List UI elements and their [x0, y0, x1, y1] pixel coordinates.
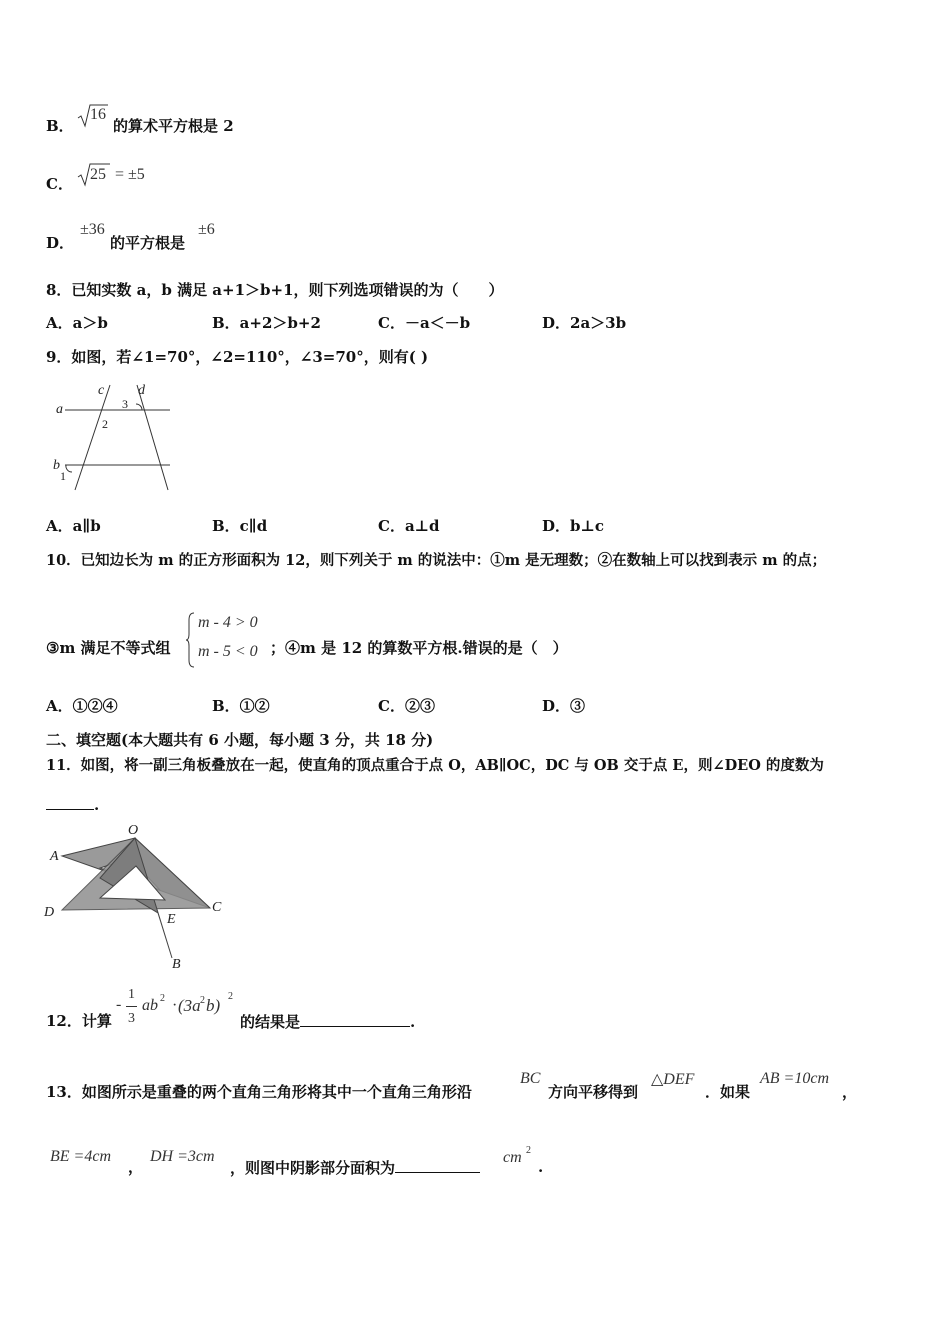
q9-option-d: D．b⊥c	[542, 517, 605, 535]
q8-stem: 8．已知实数 a，b 满足 a+1＞b+1，则下列选项错误的为（ ）	[46, 281, 504, 299]
q7-option-b: B．	[46, 117, 74, 135]
answer-blank	[300, 1012, 410, 1027]
q12-dot: ·	[172, 997, 178, 1014]
q7-option-c: C．	[46, 175, 73, 193]
q10-option-c: C．②③	[378, 697, 435, 715]
q12-ab: ab	[142, 997, 158, 1014]
label-b: b	[53, 458, 60, 473]
q7-c-radicand: 25	[90, 166, 106, 183]
brace-icon	[186, 612, 196, 668]
q12-sign: -	[116, 996, 122, 1013]
label-E: E	[167, 912, 176, 927]
q9-option-c: C．a⊥d	[378, 517, 440, 535]
q10-line2-pre: ③m 满足不等式组	[46, 639, 171, 657]
q7-b-radicand: 16	[90, 106, 106, 123]
q12-exp2: 2	[200, 995, 205, 1006]
q8-option-d: D．2a＞3b	[542, 314, 627, 332]
q10-ineq1: m - 4 > 0	[198, 614, 258, 631]
q7-d-value: ±36	[80, 221, 105, 238]
label-1: 1	[60, 469, 66, 483]
q10-option-b: B．①②	[212, 697, 270, 715]
label-D: D	[44, 905, 55, 920]
q9-option-b: B．c∥d	[212, 517, 268, 535]
q13-unit: cm	[503, 1149, 522, 1166]
q10-stem: 10．已知边长为 m 的正方形面积为 12，则下列关于 m 的说法中：①m 是无理数；②在数轴上可以找到表示 m 的点；	[46, 552, 827, 569]
q13-line1-mid2: ．如果	[705, 1083, 751, 1101]
fraction-bar	[126, 1006, 138, 1008]
label-C: C	[212, 900, 222, 915]
q13-bc: BC	[520, 1070, 541, 1087]
label-B: B	[172, 957, 181, 972]
q11-answer-blank: .	[46, 795, 99, 814]
label-c: c	[98, 383, 105, 398]
q11-stem: 11．如图，将一副三角板叠放在一起，使直角的顶点重合于点 O，AB∥OC，DC 与 OB 交于点 E，则∠DEO 的度数为	[46, 757, 824, 774]
label-d: d	[138, 383, 145, 398]
q7-c-rest: = ±5	[115, 166, 145, 183]
q13-ab-eq: AB =10cm	[760, 1070, 829, 1087]
q13-comma: ，	[842, 1083, 858, 1101]
q8-option-b: B．a+2＞b+2	[212, 314, 321, 332]
q7-d-result: ±6	[198, 221, 215, 238]
q12-frac-den: 3	[128, 1011, 135, 1026]
q10-option-a: A．①②④	[46, 697, 118, 715]
q13-line1-pre: 13．如图所示是重叠的两个直角三角形将其中一个直角三角形沿	[46, 1083, 472, 1101]
q12-label: 12．计算	[46, 1012, 112, 1030]
q10-ineq2: m - 5 < 0	[198, 643, 258, 660]
q7-b-text: 的算术平方根是 2	[113, 117, 234, 135]
q9-stem: 9．如图，若∠1=70°，∠2=110°，∠3=70°，则有( )	[46, 348, 429, 366]
label-3: 3	[122, 397, 128, 411]
q11-figure	[40, 818, 240, 973]
q13-be-eq: BE =4cm	[50, 1148, 111, 1165]
q13-line1-mid: 方向平移得到	[548, 1083, 639, 1101]
q7-option-d: D．	[46, 234, 75, 252]
q13-unit-exp: 2	[526, 1145, 531, 1156]
line-d	[137, 385, 168, 490]
q8-option-c: C．－a＜－b	[378, 314, 471, 332]
q13-dh-eq: DH =3cm	[150, 1148, 215, 1165]
q8-option-a: A．a＞b	[46, 314, 108, 332]
label-A: A	[50, 849, 59, 864]
q10-option-d: D．③	[542, 697, 586, 715]
answer-blank	[395, 1158, 480, 1173]
q12-paren: (3a	[178, 996, 201, 1015]
q9-figure	[50, 380, 180, 495]
q12-paren-b: b)	[206, 996, 221, 1015]
q12-exp1: 2	[160, 993, 165, 1004]
answer-blank	[46, 795, 94, 810]
q13-comma2: ，	[128, 1158, 144, 1176]
angle-mark-1	[66, 465, 72, 472]
q13-line2-text: ，则图中阴影部分面积为	[230, 1158, 480, 1177]
section-2-title: 二、填空题(本大题共有 6 小题，每小题 3 分，共 18 分)	[46, 731, 434, 749]
q12-exp3: 2	[228, 991, 233, 1002]
q9-option-a: A．a∥b	[46, 517, 101, 535]
line-c	[75, 385, 110, 490]
q7-d-text: 的平方根是	[110, 234, 186, 252]
q13-def: △DEF	[651, 1071, 695, 1088]
label-a: a	[56, 402, 63, 417]
q10-line2-post: ；④m 是 12 的算数平方根.错误的是（ ）	[270, 639, 568, 657]
q13-end: .	[538, 1158, 544, 1176]
q12-text: 的结果是 .	[240, 1013, 416, 1031]
label-O: O	[128, 823, 139, 838]
angle-mark-3	[136, 404, 142, 410]
label-2: 2	[102, 417, 108, 431]
q12-frac-num: 1	[128, 987, 135, 1002]
